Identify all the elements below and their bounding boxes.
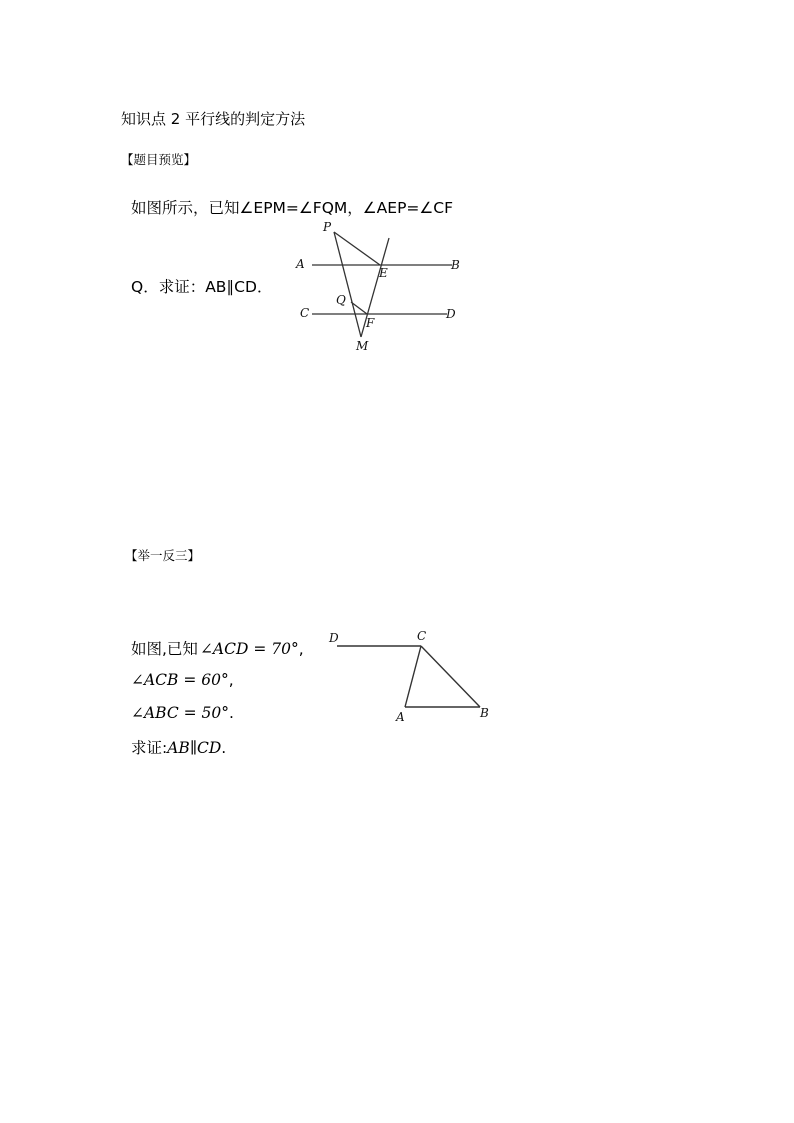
condition-acb: ∠ACB = 60°	[131, 671, 229, 689]
label-f: F	[366, 316, 375, 330]
problem2-line3	[131, 704, 234, 722]
label-p: P	[323, 220, 332, 234]
label-a2: A	[396, 710, 405, 724]
label-c2: C	[417, 629, 427, 643]
label-b: B	[451, 258, 460, 272]
segment-ca	[405, 646, 421, 707]
label-d2: D	[329, 631, 339, 645]
prove-prefix: 求证:	[131, 739, 168, 757]
problem2-line1	[131, 637, 304, 659]
section-heading: 知识点 2 平行线的判定方法	[121, 110, 306, 128]
tag-question-preview: 【题目预览】	[121, 152, 197, 167]
tag-practice: 【举一反三】	[125, 548, 201, 563]
problem2-line2	[131, 671, 234, 689]
label-d: D	[446, 307, 456, 321]
condition-abc: ∠ABC = 50°	[131, 704, 230, 722]
condition-abc-tail: .	[229, 704, 234, 722]
condition-acb-tail: ,	[228, 671, 234, 689]
problem2-figure	[325, 625, 500, 725]
label-e: E	[379, 266, 388, 280]
problem2-intro: 如图,已知	[131, 640, 198, 658]
condition-acd-tail: ,	[298, 640, 304, 658]
problem2-line4	[131, 736, 226, 758]
condition-acd: ∠ACD = 70°	[199, 640, 299, 658]
problem1-line1: 如图所示，已知∠EPM=∠FQM，∠AEP=∠CF	[131, 199, 454, 217]
problem1-line2: Q．求证：AB∥CD．	[131, 278, 273, 296]
label-a: A	[296, 257, 305, 271]
problem1-figure	[290, 218, 470, 356]
prove-statement: AB∥CD	[167, 739, 222, 757]
label-b2: B	[480, 706, 489, 720]
segment-bc	[421, 646, 480, 707]
label-q: Q	[336, 293, 346, 307]
label-m: M	[356, 339, 369, 353]
prove-tail: .	[221, 739, 227, 757]
label-c: C	[300, 306, 310, 320]
